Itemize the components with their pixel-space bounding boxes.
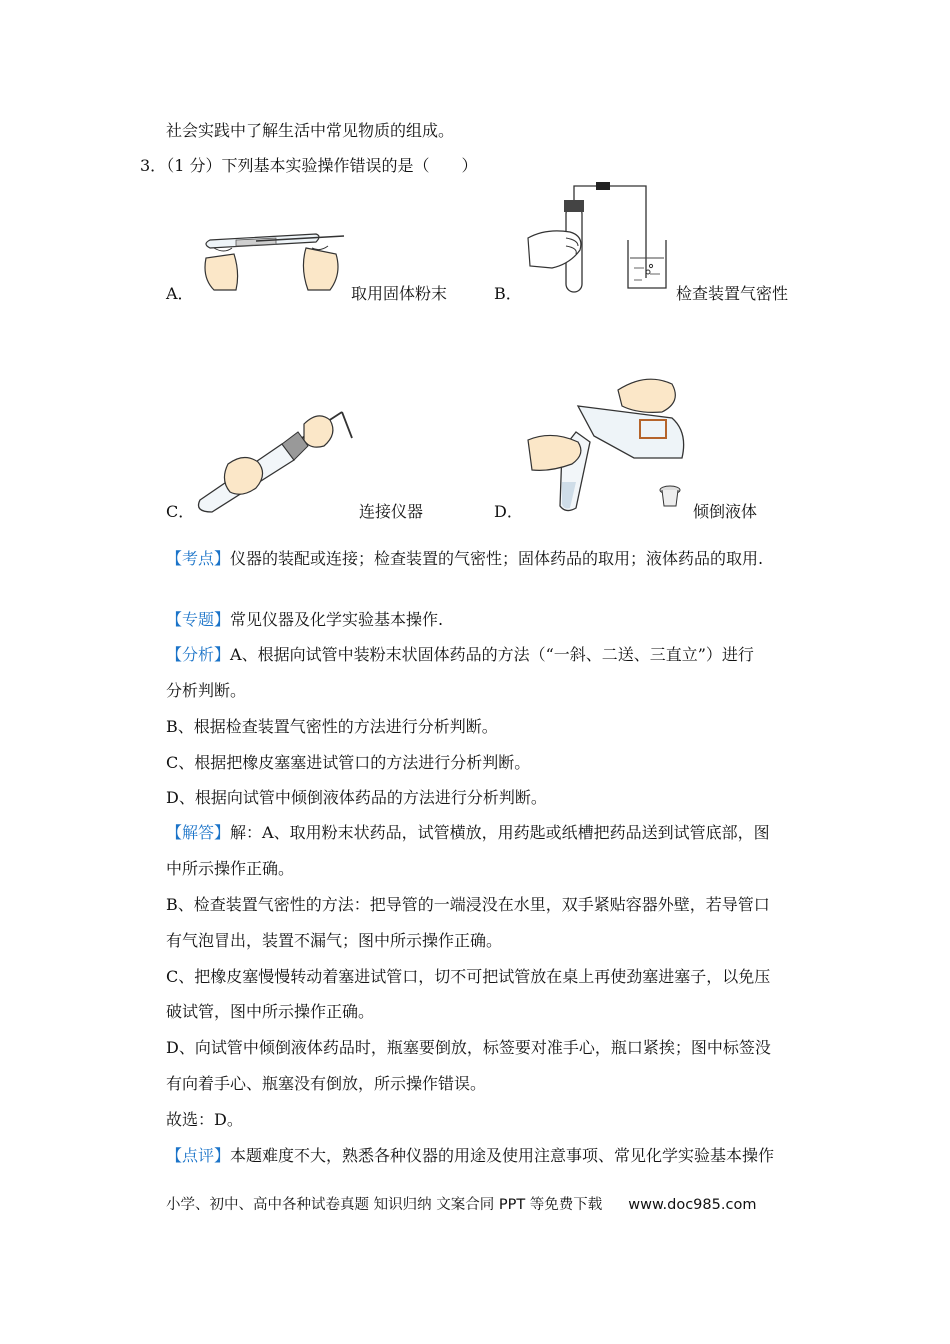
jieda-line-5: C、把橡皮塞慢慢转动着塞进试管口，切不可把试管放在桌上再使劲塞进塞子，以免压 [166, 967, 771, 986]
dianping-line [166, 1143, 774, 1166]
dianping-text: 本题难度不大，熟悉各种仪器的用途及使用注意事项、常见化学实验基本操作 [230, 1146, 775, 1165]
kaodian-line [166, 546, 763, 569]
jieda-text-1: 解：A、取用粉末状药品，试管横放，用药匙或纸槽把药品送到试管底部，图 [230, 823, 770, 842]
fenxi-line-5: D、根据向试管中倾倒液体药品的方法进行分析判断。 [166, 788, 547, 807]
option-b-caption: 检查装置气密性 [676, 284, 789, 303]
fenxi-line-2: 分析判断。 [166, 681, 247, 700]
zhuanti-line [166, 607, 443, 630]
jieda-line-9: 故选：D。 [166, 1110, 243, 1129]
connect-stopper-figure [192, 404, 358, 512]
jieda-line-8: 有向着手心、瓶塞没有倒放，所示操作错误。 [166, 1074, 487, 1093]
question-stem [140, 153, 477, 176]
option-d-letter: D． [494, 502, 523, 521]
jieda-tag: 【解答】 [166, 823, 231, 842]
footer-url[interactable]: www.doc985.com [628, 1197, 757, 1213]
question-number: 3． [140, 156, 167, 175]
jieda-line-1 [166, 820, 770, 843]
pour-liquid-figure [522, 362, 692, 514]
question-text: （1 分）下列基本实验操作错误的是（ ） [166, 156, 478, 175]
intro-line: 社会实践中了解生活中常见物质的组成。 [166, 121, 455, 140]
option-d-caption: 倾倒液体 [693, 502, 758, 521]
page-footer [166, 1193, 756, 1214]
option-a-letter: A． [166, 284, 194, 303]
option-a-caption: 取用固体粉末 [351, 284, 448, 303]
fenxi-line-3: B、根据检查装置气密性的方法进行分析判断。 [166, 717, 498, 736]
jieda-line-3: B、检查装置气密性的方法：把导管的一端浸没在水里，双手紧贴容器外壁，若导管口 [166, 895, 770, 914]
kaodian-text: 仪器的装配或连接；检查装置的气密性；固体药品的取用；液体药品的取用. [230, 549, 764, 568]
fenxi-line-4: C、根据把橡皮塞塞进试管口的方法进行分析判断。 [166, 753, 531, 772]
test-tube-powder-figure [196, 218, 346, 294]
fenxi-tag: 【分析】 [166, 645, 231, 664]
option-c-caption: 连接仪器 [359, 502, 424, 521]
option-c-letter: C． [166, 502, 195, 521]
footer-text: 小学、初中、高中各种试卷真题 知识归纳 文案合同 PPT 等免费下载 [166, 1197, 603, 1213]
jieda-line-6: 破试管，图中所示操作正确。 [166, 1002, 375, 1021]
fenxi-line-1 [166, 642, 754, 665]
option-b-letter: B． [494, 284, 522, 303]
zhuanti-tag: 【专题】 [166, 610, 231, 629]
jieda-line-4: 有气泡冒出，装置不漏气；图中所示操作正确。 [166, 931, 503, 950]
fenxi-text-1: A、根据向试管中装粉末状固体药品的方法（“一斜、二送、三直立”）进行 [230, 645, 754, 664]
dianping-tag: 【点评】 [166, 1146, 231, 1165]
kaodian-tag: 【考点】 [166, 549, 231, 568]
zhuanti-text: 常见仪器及化学实验基本操作. [230, 610, 444, 629]
jieda-line-2: 中所示操作正确。 [166, 859, 295, 878]
jieda-line-7: D、向试管中倾倒液体药品时，瓶塞要倒放，标签要对准手心，瓶口紧挨；图中标签没 [166, 1038, 771, 1057]
airtightness-check-figure [526, 180, 676, 298]
